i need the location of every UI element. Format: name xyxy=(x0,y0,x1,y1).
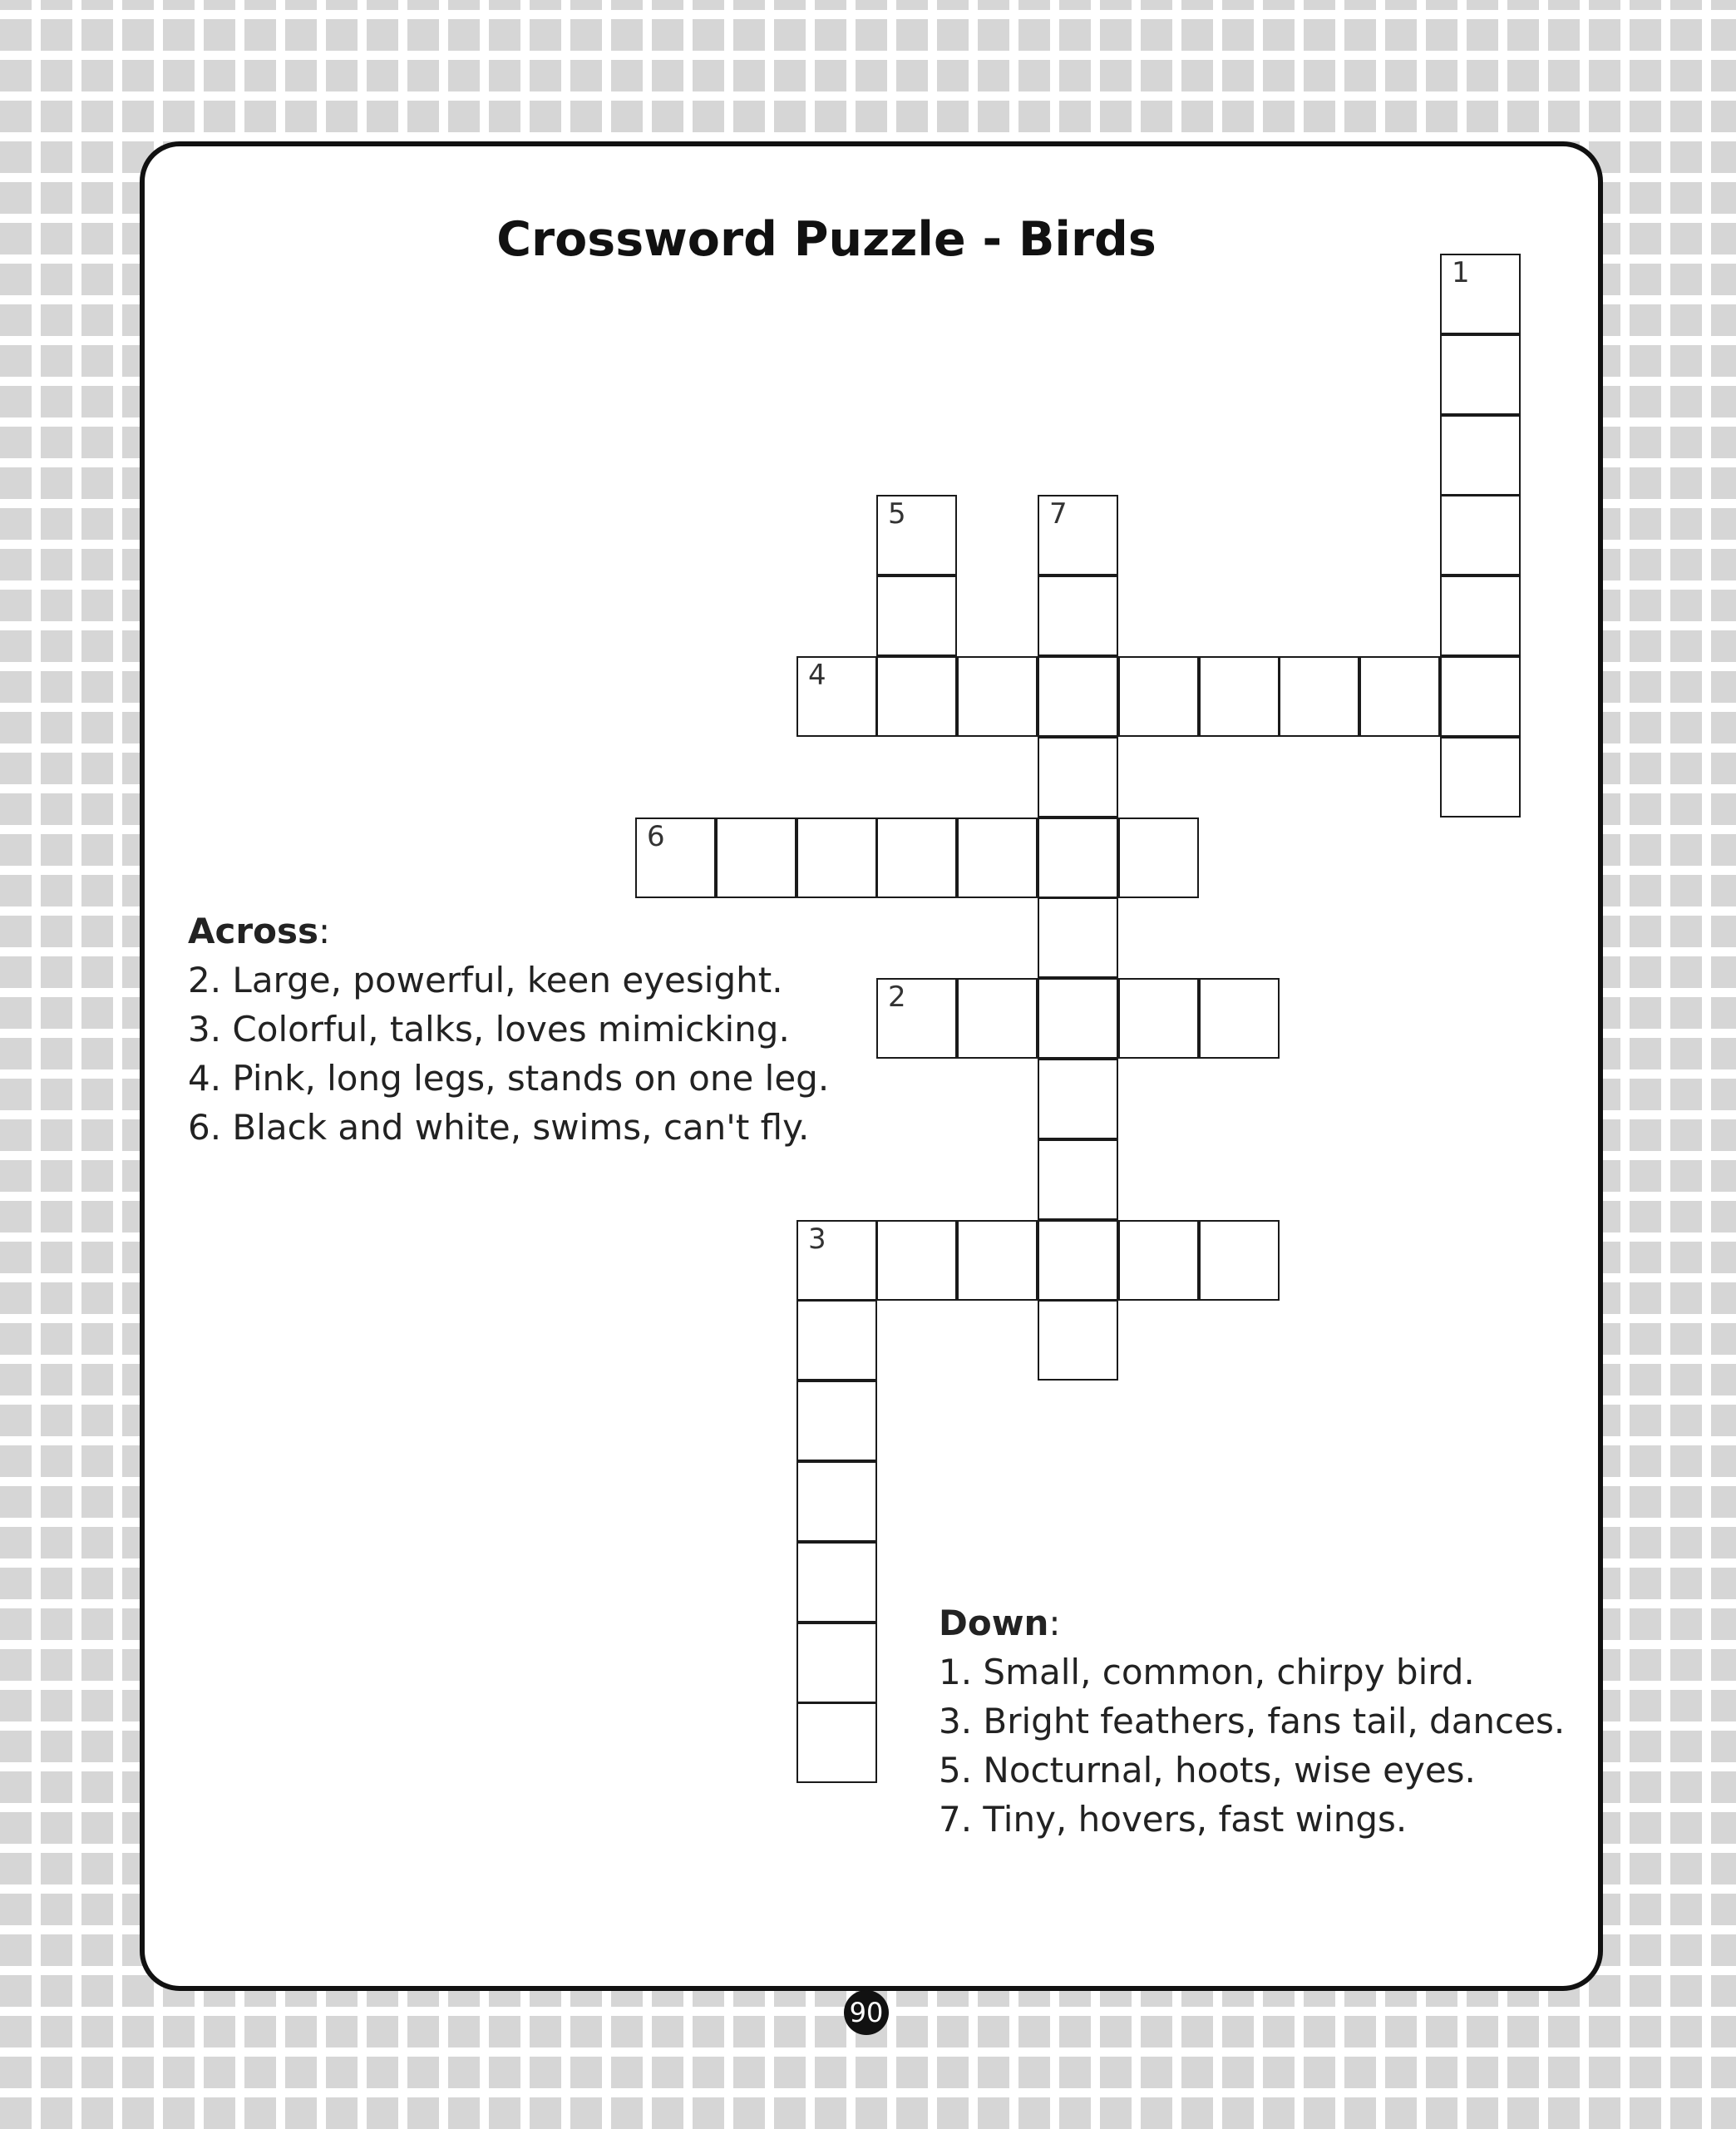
cell-number: 6 xyxy=(647,820,665,853)
cell-number: 5 xyxy=(888,497,906,531)
down-clue-1: 1. Small, common, chirpy bird. xyxy=(939,1652,1475,1692)
across-clues xyxy=(188,906,829,1152)
across-heading: Across: xyxy=(188,911,331,951)
across-clue-2: 2. Large, powerful, keen eyesight. xyxy=(188,960,783,1000)
page-title: Crossword Puzzle - Birds xyxy=(496,212,1157,267)
down-heading: Down: xyxy=(939,1603,1061,1643)
cell-number: 2 xyxy=(888,981,906,1014)
down-clue-3: 3. Bright feathers, fans tail, dances. xyxy=(939,1701,1566,1741)
cell-number: 3 xyxy=(808,1223,826,1256)
cell-number: 4 xyxy=(808,659,826,692)
down-clue-7: 7. Tiny, hovers, fast wings. xyxy=(939,1799,1408,1840)
cell-number: 1 xyxy=(1452,256,1470,289)
across-clue-6: 6. Black and white, swims, can't fly. xyxy=(188,1107,810,1148)
across-clue-4: 4. Pink, long legs, stands on one leg. xyxy=(188,1058,830,1099)
down-clues xyxy=(939,1598,1565,1844)
across-clue-3: 3. Colorful, talks, loves mimicking. xyxy=(188,1009,790,1050)
down-clue-5: 5. Nocturnal, hoots, wise eyes. xyxy=(939,1750,1476,1791)
cell-number: 7 xyxy=(1049,497,1068,531)
page-number-badge: 90 xyxy=(844,1990,889,2035)
